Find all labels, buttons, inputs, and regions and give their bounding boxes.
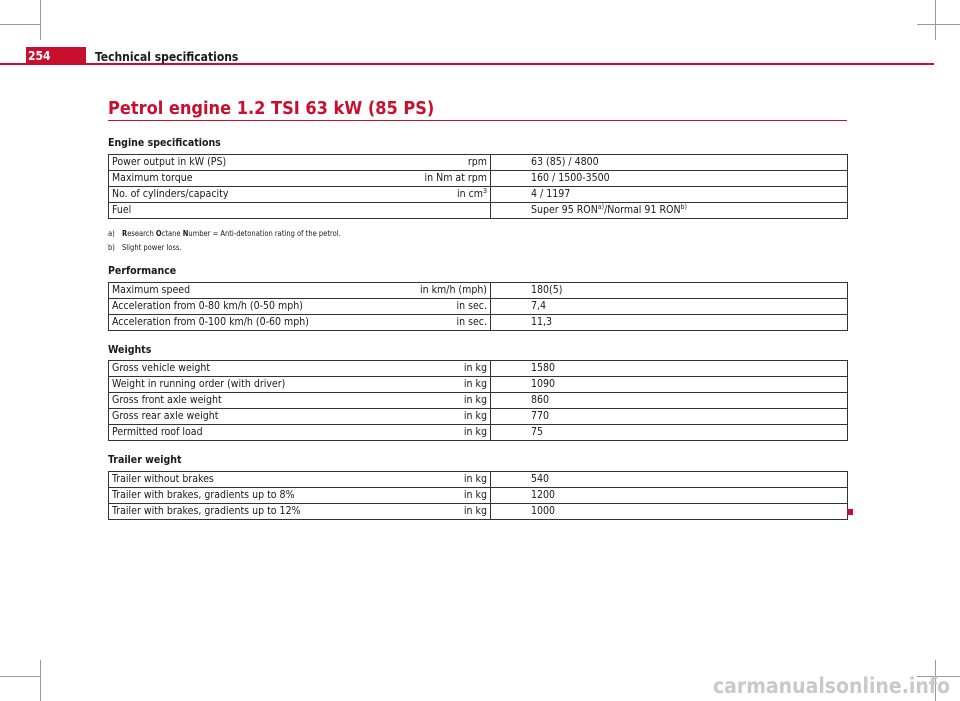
performance-heading: Performance <box>108 265 177 277</box>
title-rule <box>108 120 847 121</box>
row-unit: in kg <box>330 488 491 504</box>
row-unit: in kg <box>330 393 491 409</box>
trailer-heading: Trailer weight <box>108 454 182 466</box>
table-row <box>109 488 848 504</box>
fuel-value-1: Super 95 RON <box>531 204 598 216</box>
table-row <box>109 203 848 219</box>
row-value: 1000 <box>491 504 848 520</box>
row-label: Maximum torque <box>109 171 331 187</box>
row-value: 7,4 <box>491 299 848 315</box>
row-unit: in sec. <box>330 315 491 331</box>
row-unit <box>330 187 491 203</box>
crop-mark <box>0 676 40 677</box>
row-value: 11,3 <box>491 315 848 331</box>
row-value: 770 <box>491 409 848 425</box>
row-unit: in km/h (mph) <box>330 283 491 299</box>
row-value: 1090 <box>491 377 848 393</box>
unit-text: in cm <box>456 188 483 200</box>
row-unit: in kg <box>330 504 491 520</box>
table-row <box>109 187 848 203</box>
row-unit <box>330 203 491 219</box>
row-label: Trailer with brakes, gradients up to 8% <box>109 488 331 504</box>
engine-heading: Engine specifications <box>108 137 221 149</box>
table-row <box>109 409 848 425</box>
section-title: Technical specifications <box>95 50 239 64</box>
row-unit: in kg <box>330 377 491 393</box>
row-label: Gross front axle weight <box>109 393 331 409</box>
table-row <box>109 283 848 299</box>
crop-mark <box>40 0 41 40</box>
table-row <box>109 171 848 187</box>
footnote-ref-b: b) <box>680 203 687 211</box>
row-unit: in Nm at rpm <box>330 171 491 187</box>
row-value: 63 (85) / 4800 <box>491 155 848 171</box>
page-number: 254 <box>26 47 86 65</box>
page-title: Petrol engine 1.2 TSI 63 kW (85 PS) <box>108 98 435 119</box>
row-value: 180(5) <box>491 283 848 299</box>
weights-table <box>108 360 848 441</box>
row-value: 1200 <box>491 488 848 504</box>
table-row <box>109 315 848 331</box>
footnote-ref-a: a) <box>597 203 605 211</box>
end-of-section-marker <box>847 509 853 515</box>
row-label: Power output in kW (PS) <box>109 155 331 171</box>
row-value: 75 <box>491 425 848 441</box>
row-value: 860 <box>491 393 848 409</box>
row-label: Permitted roof load <box>109 425 331 441</box>
row-label: Maximum speed <box>109 283 331 299</box>
performance-table <box>108 282 848 331</box>
footnote-bold: N <box>182 229 189 238</box>
fuel-value-2: /Normal 91 RON <box>604 204 681 216</box>
table-row <box>109 504 848 520</box>
footnote-mark: a) <box>108 229 115 238</box>
row-value: 160 / 1500-3500 <box>491 171 848 187</box>
row-value: 540 <box>491 472 848 488</box>
row-value: 1580 <box>491 361 848 377</box>
row-label: Gross rear axle weight <box>109 409 331 425</box>
row-label: No. of cylinders/capacity <box>109 187 331 203</box>
table-row <box>109 155 848 171</box>
watermark: carmanualsonline.info <box>712 674 950 698</box>
row-label: Fuel <box>109 203 331 219</box>
table-row <box>109 299 848 315</box>
row-label: Trailer without brakes <box>109 472 331 488</box>
table-row <box>109 361 848 377</box>
footnote-a <box>108 229 341 238</box>
footnote-b <box>108 243 182 252</box>
row-unit: rpm <box>330 155 491 171</box>
crop-mark <box>917 24 960 25</box>
table-row <box>109 472 848 488</box>
footnote-text: esearch <box>127 229 156 238</box>
unit-superscript: 3 <box>482 187 487 195</box>
crop-mark <box>0 24 40 25</box>
row-value: 4 / 1197 <box>491 187 848 203</box>
trailer-table <box>108 471 848 520</box>
engine-table <box>108 154 848 219</box>
row-unit: in kg <box>330 409 491 425</box>
table-row <box>109 425 848 441</box>
footnote-mark: b) <box>108 243 115 252</box>
row-label: Gross vehicle weight <box>109 361 331 377</box>
row-label: Trailer with brakes, gradients up to 12% <box>109 504 331 520</box>
row-unit: in sec. <box>330 299 491 315</box>
table-row <box>109 393 848 409</box>
footnote-bold: R <box>122 229 128 238</box>
row-label: Acceleration from 0-80 km/h (0-50 mph) <box>109 299 331 315</box>
row-unit: in kg <box>330 361 491 377</box>
footnote-text: ctane <box>161 229 183 238</box>
table-row <box>109 377 848 393</box>
footnote-text: umber = Anti-detonation rating of the petrol. <box>188 229 341 238</box>
row-label: Acceleration from 0-100 km/h (0-60 mph) <box>109 315 331 331</box>
footnote-bold: O <box>155 229 162 238</box>
weights-heading: Weights <box>108 344 152 356</box>
row-value <box>491 203 848 219</box>
row-unit: in kg <box>330 425 491 441</box>
row-label: Weight in running order (with driver) <box>109 377 331 393</box>
footnote-text: Slight power loss. <box>122 243 182 252</box>
crop-mark <box>935 0 936 40</box>
row-unit: in kg <box>330 472 491 488</box>
crop-mark <box>40 660 41 701</box>
